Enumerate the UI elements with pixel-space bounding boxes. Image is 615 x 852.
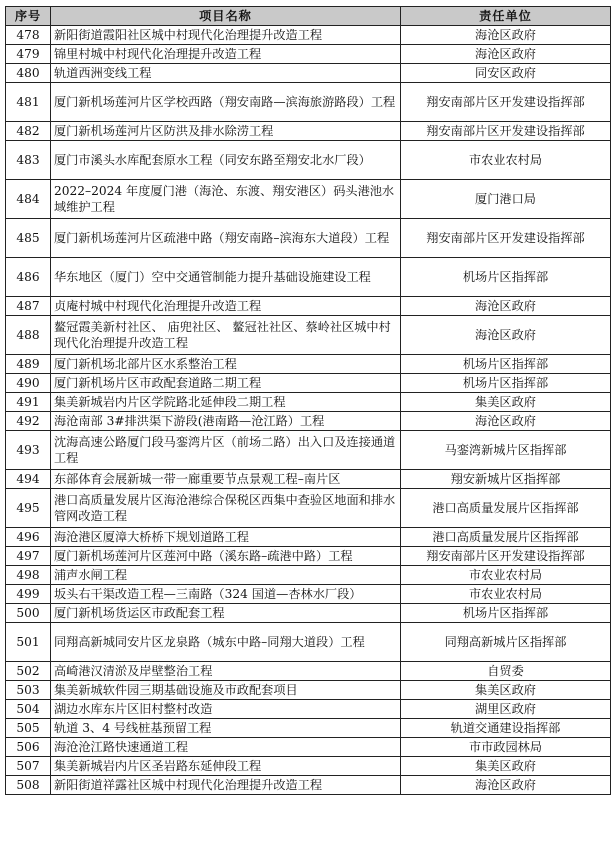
row-number: 500 (6, 604, 51, 623)
row-number: 508 (6, 776, 51, 795)
row-project-name: 坂头右干渠改造工程—三南路（324 国道—杏林水厂段） (51, 585, 401, 604)
row-number: 483 (6, 141, 51, 180)
row-number: 501 (6, 623, 51, 662)
row-responsible-unit: 翔安南部片区开发建设指挥部 (401, 219, 611, 258)
table-row (6, 374, 611, 393)
row-project-name: 锦里村城中村现代化治理提升改造工程 (51, 45, 401, 64)
row-number: 487 (6, 297, 51, 316)
row-responsible-unit: 市农业农村局 (401, 566, 611, 585)
row-project-name: 海沧南部 3#排洪渠下游段(港南路—沧江路）工程 (51, 412, 401, 431)
row-number: 498 (6, 566, 51, 585)
table-row (6, 258, 611, 297)
row-responsible-unit: 海沧区政府 (401, 316, 611, 355)
row-project-name: 集美新城岩内片区圣岩路东延伸段工程 (51, 757, 401, 776)
row-responsible-unit: 机场片区指挥部 (401, 355, 611, 374)
row-project-name: 新阳街道祥露社区城中村现代化治理提升改造工程 (51, 776, 401, 795)
row-project-name: 海沧港区厦漳大桥桥下规划道路工程 (51, 528, 401, 547)
row-number: 482 (6, 122, 51, 141)
row-number: 485 (6, 219, 51, 258)
row-number: 492 (6, 412, 51, 431)
table-row (6, 45, 611, 64)
row-project-name: 厦门新机场北部片区水系整治工程 (51, 355, 401, 374)
row-number: 479 (6, 45, 51, 64)
row-project-name: 厦门新机场片区市政配套道路二期工程 (51, 374, 401, 393)
row-responsible-unit: 港口高质量发展片区指挥部 (401, 489, 611, 528)
row-responsible-unit: 翔安新城片区指挥部 (401, 470, 611, 489)
row-responsible-unit: 轨道交通建设指挥部 (401, 719, 611, 738)
project-table-container (5, 6, 610, 795)
row-responsible-unit: 港口高质量发展片区指挥部 (401, 528, 611, 547)
row-project-name: 厦门新机场货运区市政配套工程 (51, 604, 401, 623)
row-responsible-unit: 海沧区政府 (401, 776, 611, 795)
table-row (6, 528, 611, 547)
table-row (6, 297, 611, 316)
row-project-name: 新阳街道霞阳社区城中村现代化治理提升改造工程 (51, 26, 401, 45)
table-row (6, 623, 611, 662)
table-row (6, 219, 611, 258)
header-responsible-unit: 责任单位 (401, 7, 611, 26)
row-project-name: 贞庵村城中村现代化治理提升改造工程 (51, 297, 401, 316)
row-number: 491 (6, 393, 51, 412)
row-responsible-unit: 翔安南部片区开发建设指挥部 (401, 547, 611, 566)
row-project-name: 轨道西洲变线工程 (51, 64, 401, 83)
row-number: 502 (6, 662, 51, 681)
row-responsible-unit: 自贸委 (401, 662, 611, 681)
row-responsible-unit: 集美区政府 (401, 757, 611, 776)
table-row (6, 566, 611, 585)
row-number: 494 (6, 470, 51, 489)
row-project-name: 湖边水库东片区旧村整村改造 (51, 700, 401, 719)
row-project-name: 轨道 3、4 号线桩基预留工程 (51, 719, 401, 738)
table-row (6, 681, 611, 700)
row-project-name: 厦门市溪头水库配套原水工程（同安东路至翔安北水厂段） (51, 141, 401, 180)
row-number: 481 (6, 83, 51, 122)
table-row (6, 604, 611, 623)
row-responsible-unit: 机场片区指挥部 (401, 604, 611, 623)
header-serial-number: 序号 (6, 7, 51, 26)
row-responsible-unit: 海沧区政府 (401, 297, 611, 316)
row-number: 488 (6, 316, 51, 355)
row-number: 506 (6, 738, 51, 757)
table-row (6, 355, 611, 374)
table-row (6, 64, 611, 83)
row-project-name: 东部体育会展新城一带一廊重要节点景观工程–南片区 (51, 470, 401, 489)
row-project-name: 海沧沧江路快速通道工程 (51, 738, 401, 757)
row-number: 497 (6, 547, 51, 566)
table-row (6, 316, 611, 355)
table-row (6, 547, 611, 566)
row-responsible-unit: 机场片区指挥部 (401, 374, 611, 393)
table-row (6, 585, 611, 604)
row-responsible-unit: 厦门港口局 (401, 180, 611, 219)
table-row (6, 776, 611, 795)
row-project-name: 沈海高速公路厦门段马銮湾片区（前场二路）出入口及连接通道工程 (51, 431, 401, 470)
row-number: 505 (6, 719, 51, 738)
table-row (6, 180, 611, 219)
row-project-name: 浦声水闸工程 (51, 566, 401, 585)
row-number: 495 (6, 489, 51, 528)
table-row (6, 662, 611, 681)
row-project-name: 集美新城岩内片区学院路北延伸段二期工程 (51, 393, 401, 412)
table-row (6, 393, 611, 412)
row-project-name: 同翔高新城同安片区龙泉路（城东中路–同翔大道段）工程 (51, 623, 401, 662)
table-row (6, 700, 611, 719)
table-row (6, 738, 611, 757)
row-responsible-unit: 湖里区政府 (401, 700, 611, 719)
row-project-name: 鳌冠霞美新村社区、 庙兜社区、 鳌冠社社区、蔡岭社区城中村现代化治理提升改造工程 (51, 316, 401, 355)
row-project-name: 厦门新机场莲河片区学校西路（翔安南路—滨海旅游路段）工程 (51, 83, 401, 122)
row-number: 507 (6, 757, 51, 776)
project-table (5, 6, 611, 795)
row-number: 490 (6, 374, 51, 393)
row-number: 496 (6, 528, 51, 547)
row-number: 499 (6, 585, 51, 604)
table-row (6, 489, 611, 528)
row-responsible-unit: 海沧区政府 (401, 26, 611, 45)
row-responsible-unit: 市农业农村局 (401, 141, 611, 180)
row-responsible-unit: 市农业农村局 (401, 585, 611, 604)
row-project-name: 2022–2024 年度厦门港（海沧、东渡、翔安港区）码头港池水域维护工程 (51, 180, 401, 219)
table-row (6, 719, 611, 738)
row-number: 504 (6, 700, 51, 719)
row-number: 478 (6, 26, 51, 45)
table-row (6, 26, 611, 45)
row-responsible-unit: 翔安南部片区开发建设指挥部 (401, 83, 611, 122)
row-number: 503 (6, 681, 51, 700)
table-row (6, 83, 611, 122)
row-responsible-unit: 马銮湾新城片区指挥部 (401, 431, 611, 470)
row-responsible-unit: 机场片区指挥部 (401, 258, 611, 297)
row-project-name: 港口高质量发展片区海沧港综合保税区西集中查验区地面和排水管网改造工程 (51, 489, 401, 528)
table-row (6, 431, 611, 470)
row-project-name: 厦门新机场莲河片区疏港中路（翔安南路–滨海东大道段）工程 (51, 219, 401, 258)
table-header-row (6, 7, 611, 26)
table-row (6, 757, 611, 776)
row-number: 480 (6, 64, 51, 83)
header-project-name: 项目名称 (51, 7, 401, 26)
row-responsible-unit: 同翔高新城片区指挥部 (401, 623, 611, 662)
row-responsible-unit: 海沧区政府 (401, 412, 611, 431)
row-number: 493 (6, 431, 51, 470)
table-row (6, 470, 611, 489)
row-project-name: 集美新城软件园三期基础设施及市政配套项目 (51, 681, 401, 700)
table-row (6, 122, 611, 141)
row-responsible-unit: 同安区政府 (401, 64, 611, 83)
row-responsible-unit: 集美区政府 (401, 681, 611, 700)
table-row (6, 412, 611, 431)
row-responsible-unit: 海沧区政府 (401, 45, 611, 64)
row-project-name: 华东地区（厦门）空中交通管制能力提升基础设施建设工程 (51, 258, 401, 297)
row-responsible-unit: 集美区政府 (401, 393, 611, 412)
row-project-name: 厦门新机场莲河片区莲河中路（溪东路–疏港中路）工程 (51, 547, 401, 566)
row-number: 489 (6, 355, 51, 374)
row-number: 486 (6, 258, 51, 297)
row-project-name: 高崎港汉清淤及岸壁整治工程 (51, 662, 401, 681)
row-responsible-unit: 翔安南部片区开发建设指挥部 (401, 122, 611, 141)
row-project-name: 厦门新机场莲河片区防洪及排水除涝工程 (51, 122, 401, 141)
table-row (6, 141, 611, 180)
row-responsible-unit: 市市政园林局 (401, 738, 611, 757)
row-number: 484 (6, 180, 51, 219)
